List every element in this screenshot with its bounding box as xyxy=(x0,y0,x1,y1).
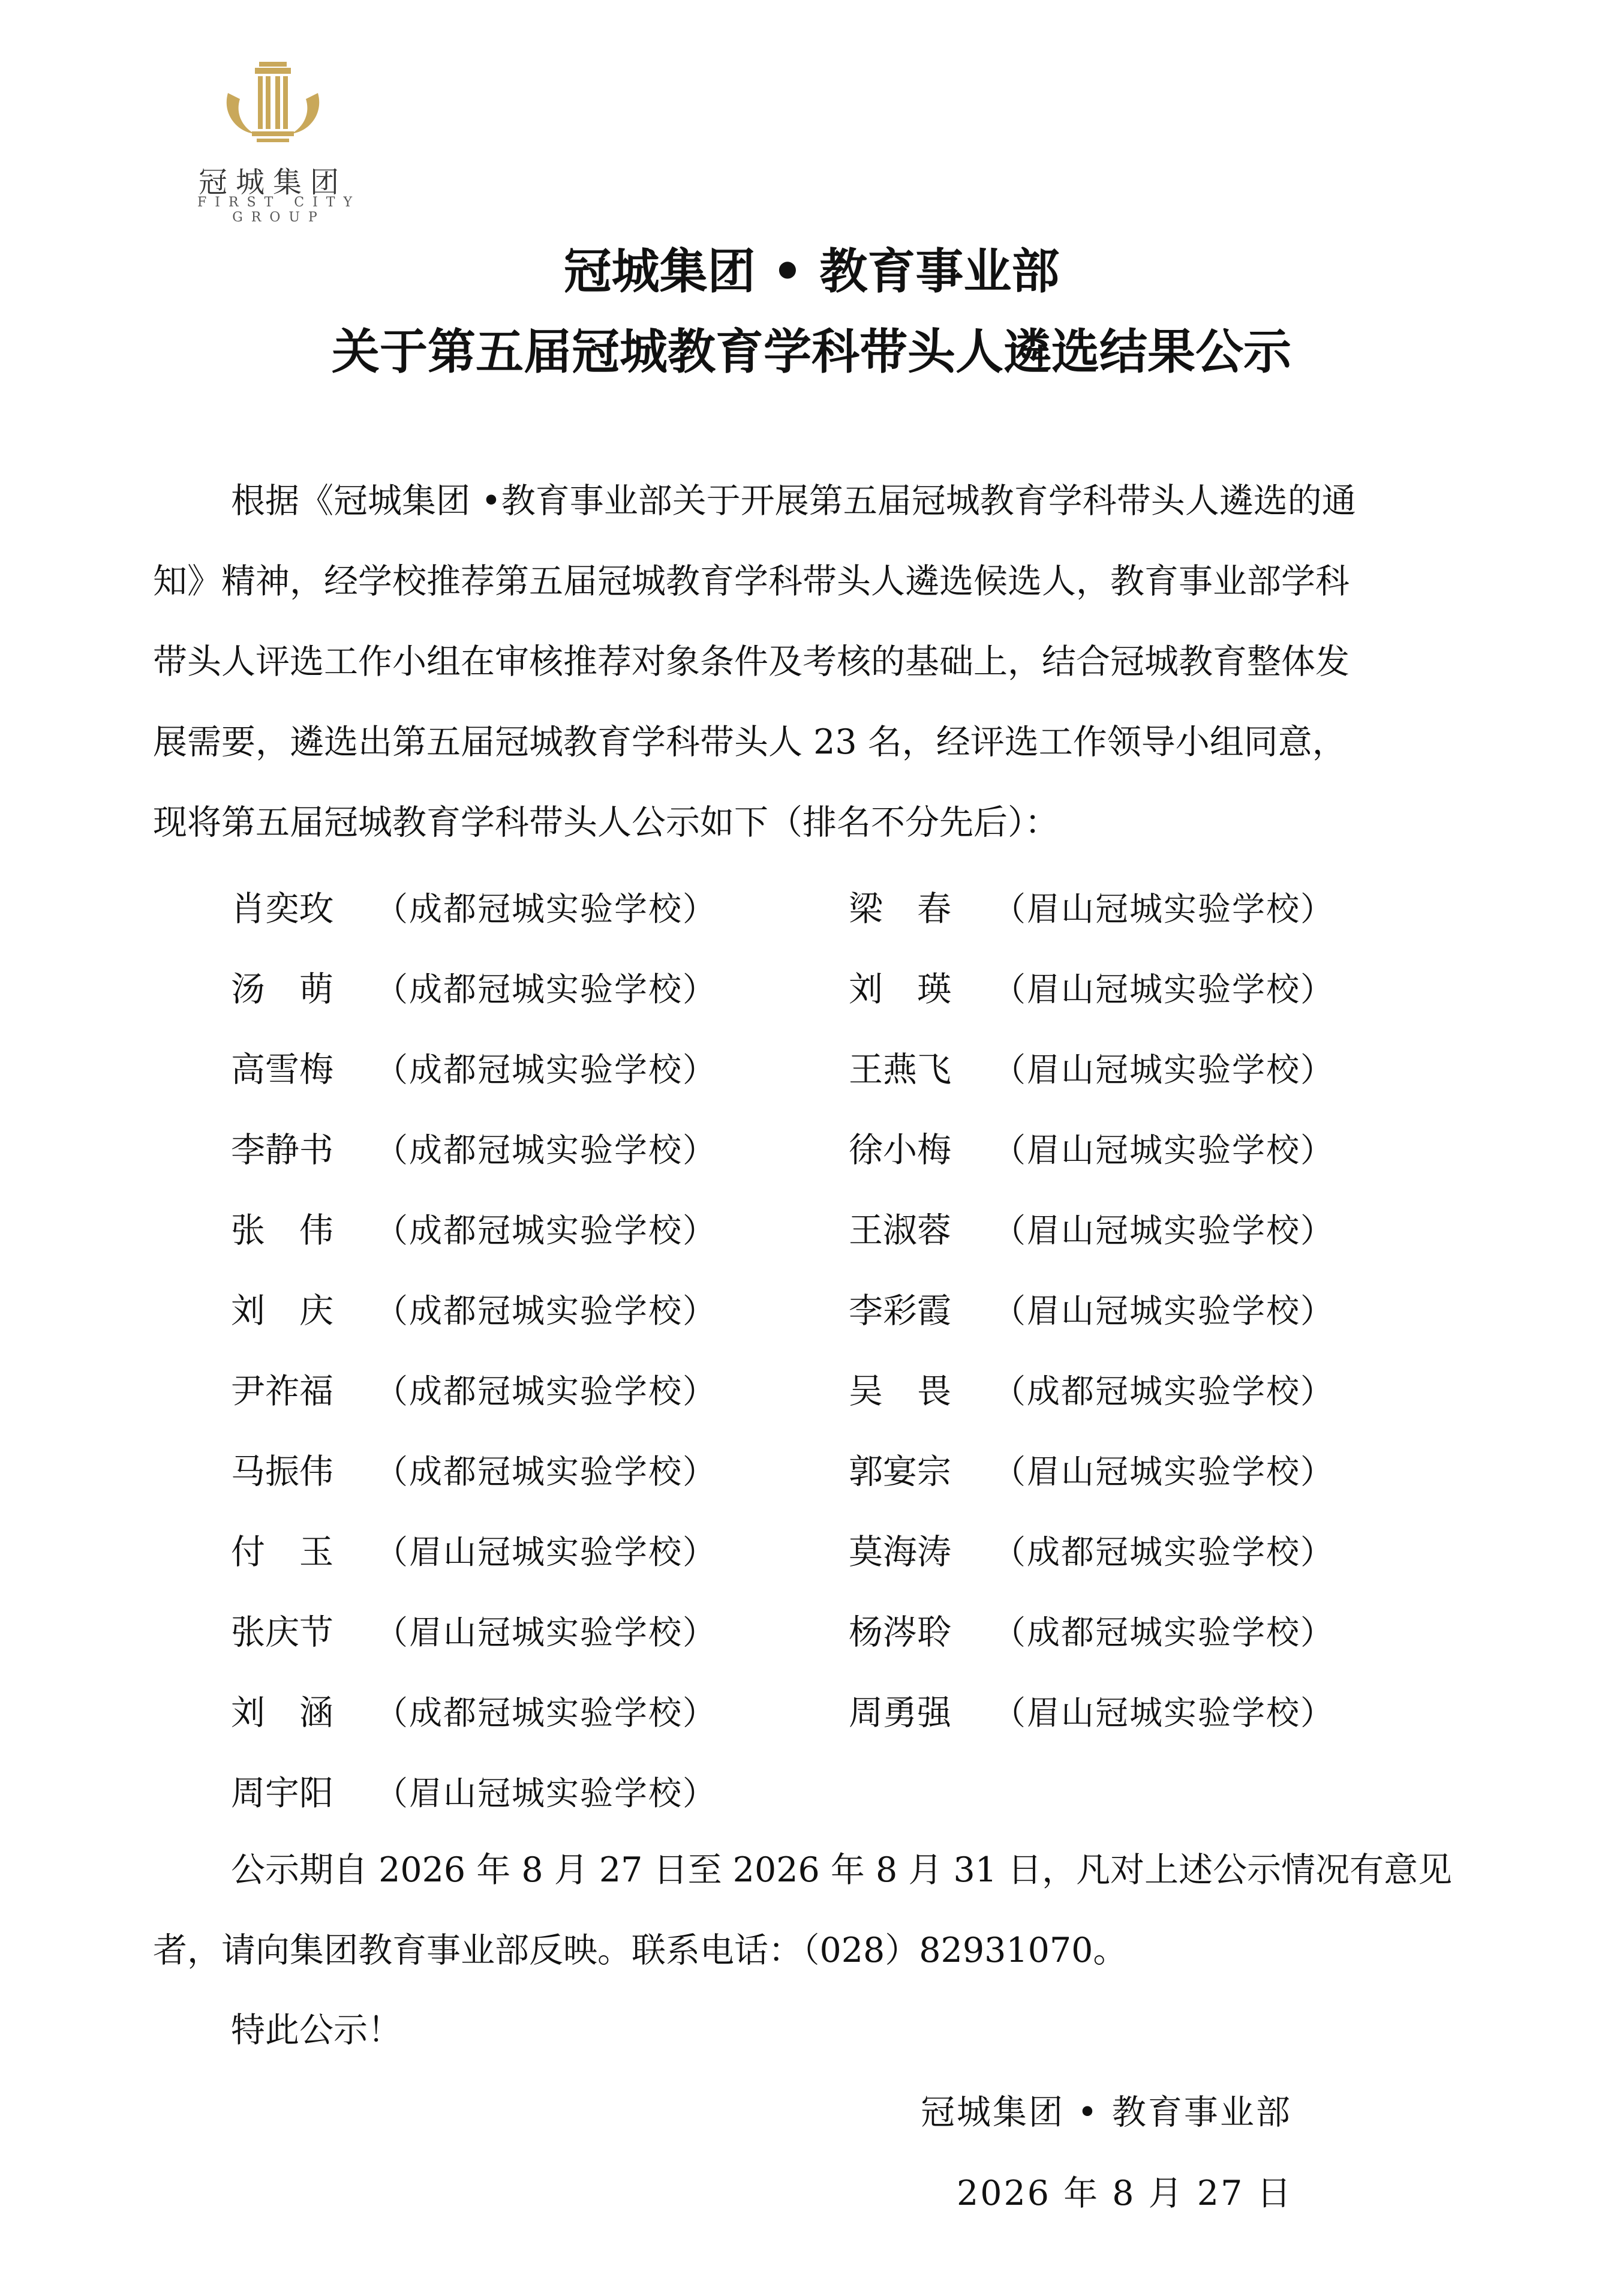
name-row xyxy=(231,1110,1490,1190)
person-name: 莫海涛 xyxy=(849,1532,951,1572)
person-name: 高雪梅 xyxy=(231,1050,333,1090)
person-name: 刘 庆 xyxy=(231,1291,333,1331)
person-name: 李静书 xyxy=(231,1130,333,1170)
notice-line: 者，请向集团教育事业部反映。联系电话：（028）82931070。 xyxy=(153,1931,1128,1970)
document-title-line1: 冠城集团 • 教育事业部 xyxy=(563,244,1060,299)
intro-line: 带头人评选工作小组在审核推荐对象条件及考核的基础上，结合冠城教育整体发 xyxy=(153,642,1350,682)
person-name: 汤 萌 xyxy=(231,970,333,1009)
name-entry xyxy=(849,1030,1466,1110)
name-entry xyxy=(231,1271,849,1351)
notice-paragraph xyxy=(153,1830,1492,1991)
person-name: 郭宴宗 xyxy=(849,1452,951,1491)
person-name: 吴 畏 xyxy=(849,1371,951,1411)
name-row xyxy=(231,949,1490,1030)
name-row xyxy=(231,1431,1490,1512)
school-name: （成都冠城实验学校） xyxy=(375,1211,717,1250)
person-name: 梁 春 xyxy=(849,889,951,929)
school-name: （眉山冠城实验学校） xyxy=(993,1292,1335,1330)
company-logo xyxy=(153,57,405,225)
intro-line: 根据《冠城集团 •教育事业部关于开展第五届冠城教育学科带头人遴选的通 xyxy=(231,481,1356,521)
intro-line: 现将第五届冠城教育学科带头人公示如下（排名不分先后）： xyxy=(153,803,1059,842)
name-entry xyxy=(849,869,1466,949)
school-name: （眉山冠城实验学校） xyxy=(993,1211,1335,1250)
intro-line: 展需要，遴选出第五届冠城教育学科带头人 23 名，经评选工作领导小组同意， xyxy=(153,722,1347,762)
person-name: 肖奕玫 xyxy=(231,889,333,929)
person-name: 张庆节 xyxy=(231,1613,333,1652)
school-name: （成都冠城实验学校） xyxy=(375,1694,717,1732)
name-entry xyxy=(849,1592,1466,1673)
name-row xyxy=(231,1190,1490,1271)
school-name: （成都冠城实验学校） xyxy=(375,890,717,928)
school-name: （成都冠城实验学校） xyxy=(993,1613,1335,1652)
name-entry xyxy=(231,1673,849,1753)
name-entry xyxy=(231,1592,849,1673)
name-row xyxy=(231,869,1490,949)
name-entry xyxy=(231,1190,849,1271)
name-row xyxy=(231,1030,1490,1110)
name-row xyxy=(231,1592,1490,1673)
school-name: （眉山冠城实验学校） xyxy=(993,1051,1335,1089)
school-name: （成都冠城实验学校） xyxy=(375,1372,717,1410)
person-name: 徐小梅 xyxy=(849,1130,951,1170)
name-entry xyxy=(849,1351,1466,1431)
school-name: （眉山冠城实验学校） xyxy=(375,1613,717,1652)
signature-date: 2026 年 8 月 27 日 xyxy=(957,2174,1293,2213)
signature-org: 冠城集团 • 教育事业部 xyxy=(921,2093,1292,2132)
document-title-line2: 关于第五届冠城教育学科带头人遴选结果公示 xyxy=(332,324,1291,380)
notice-line: 公示期自 2026 年 8 月 27 日至 2026 年 8 月 31 日，凡对上述公示情况有意见 xyxy=(231,1850,1453,1890)
person-name: 刘 涵 xyxy=(231,1693,333,1733)
school-name: （眉山冠城实验学校） xyxy=(993,1131,1335,1169)
name-list xyxy=(231,869,1490,1833)
name-entry xyxy=(231,869,849,949)
school-name: （成都冠城实验学校） xyxy=(993,1372,1335,1410)
school-name: （成都冠城实验学校） xyxy=(375,970,717,1009)
person-name: 周宇阳 xyxy=(231,1773,333,1813)
school-name: （眉山冠城实验学校） xyxy=(993,970,1335,1009)
name-row xyxy=(231,1753,1490,1833)
person-name: 王燕飞 xyxy=(849,1050,951,1090)
school-name: （成都冠城实验学校） xyxy=(375,1131,717,1169)
school-name: （眉山冠城实验学校） xyxy=(993,890,1335,928)
school-name: （成都冠城实验学校） xyxy=(993,1533,1335,1571)
logo-chinese-name: 冠城集团 xyxy=(198,166,347,199)
logo-english-name: FIRST CITY GROUP xyxy=(197,195,360,225)
person-name: 周勇强 xyxy=(849,1693,951,1733)
school-name: （眉山冠城实验学校） xyxy=(375,1533,717,1571)
closing-remark: 特此公示！ xyxy=(231,2010,402,2050)
name-entry xyxy=(231,1351,849,1431)
school-name: （眉山冠城实验学校） xyxy=(993,1452,1335,1491)
crown-logo-icon xyxy=(222,57,324,147)
school-name: （成都冠城实验学校） xyxy=(375,1051,717,1089)
school-name: （眉山冠城实验学校） xyxy=(993,1694,1335,1732)
name-entry xyxy=(849,1110,1466,1190)
person-name: 杨涔聆 xyxy=(849,1613,951,1652)
intro-line: 知》精神，经学校推荐第五届冠城教育学科带头人遴选候选人，教育事业部学科 xyxy=(153,562,1350,601)
school-name: （眉山冠城实验学校） xyxy=(375,1774,717,1812)
name-entry xyxy=(231,949,849,1030)
school-name: （成都冠城实验学校） xyxy=(375,1452,717,1491)
name-entry xyxy=(849,1190,1466,1271)
name-row xyxy=(231,1673,1490,1753)
person-name: 马振伟 xyxy=(231,1452,333,1491)
name-entry xyxy=(849,1673,1466,1753)
name-entry xyxy=(231,1030,849,1110)
person-name: 张 伟 xyxy=(231,1211,333,1250)
name-entry xyxy=(231,1431,849,1512)
intro-paragraph xyxy=(153,461,1492,863)
name-entry xyxy=(849,1271,1466,1351)
person-name: 刘 瑛 xyxy=(849,970,951,1009)
name-entry xyxy=(849,1431,1466,1512)
school-name: （成都冠城实验学校） xyxy=(375,1292,717,1330)
person-name: 付 玉 xyxy=(231,1532,333,1572)
person-name: 李彩霞 xyxy=(849,1291,951,1331)
name-row xyxy=(231,1271,1490,1351)
name-entry xyxy=(231,1512,849,1592)
name-entry xyxy=(231,1110,849,1190)
name-entry xyxy=(231,1753,849,1833)
name-row xyxy=(231,1512,1490,1592)
name-entry xyxy=(849,1512,1466,1592)
name-row xyxy=(231,1351,1490,1431)
person-name: 尹祚福 xyxy=(231,1371,333,1411)
person-name: 王淑蓉 xyxy=(849,1211,951,1250)
name-entry xyxy=(849,949,1466,1030)
